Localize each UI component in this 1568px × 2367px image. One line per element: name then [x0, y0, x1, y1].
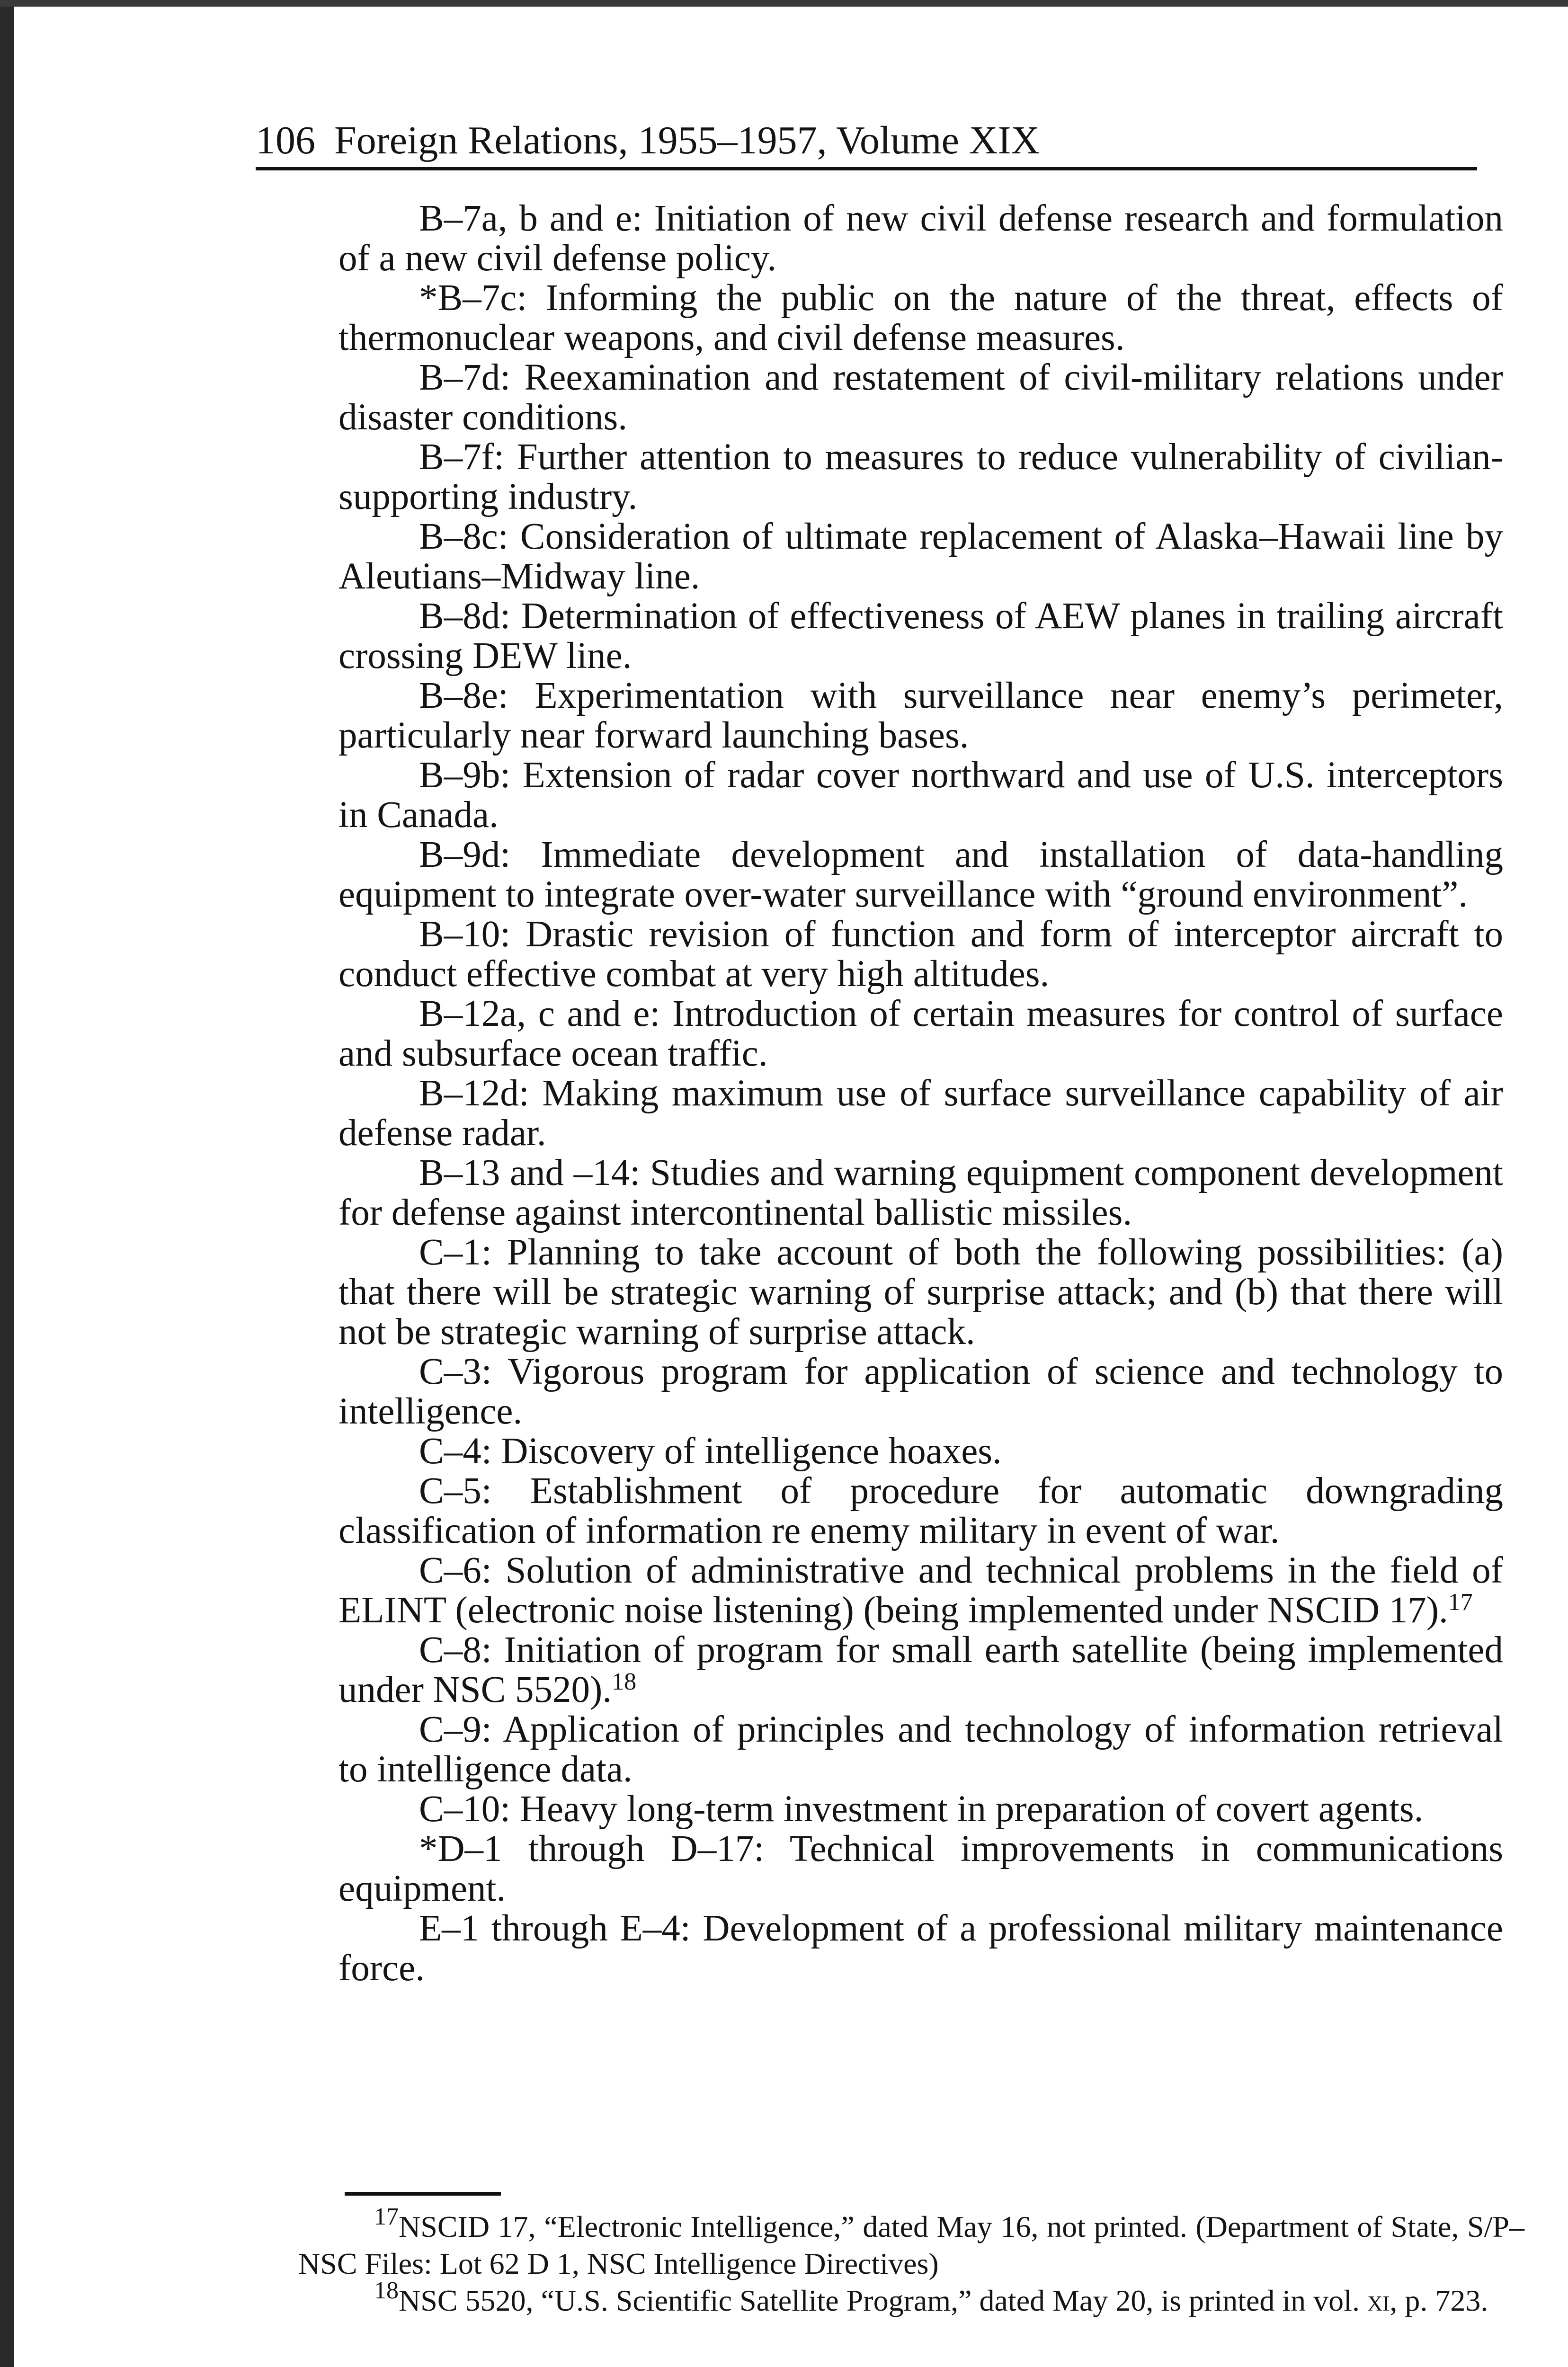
- footnote-text: NSC 5520, “U.S. Scientific Satellite Program,” dated May 20, is printed in vol.: [399, 2284, 1367, 2317]
- paragraph: B–7a, b and e: Initiation of new civil defense research and formulation of a new civil defense policy.: [339, 198, 1503, 279]
- footnote-ref: 18: [612, 1668, 637, 1695]
- paragraph: C–5: Establishment of procedure for automatic downgrading classification of information re enemy military in event of war.: [339, 1470, 1503, 1551]
- running-head: [256, 118, 1477, 170]
- paragraph: C–1: Planning to take account of both the following possibilities: (a) that there will be strategic warning of surprise attack; and (b) that there will not be strategic warning of surprise attack.: [339, 1232, 1503, 1353]
- footnote-18: [298, 2277, 1524, 2319]
- footnote-divider: [345, 2192, 501, 2196]
- page-number: 106: [256, 118, 315, 162]
- scan-border: [0, 0, 14, 2367]
- footnote-tail: , p. 723.: [1390, 2284, 1488, 2317]
- paragraph: B–7f: Further attention to measures to reduce vulnerability of civilian-supporting industry.: [339, 436, 1503, 517]
- running-title: Foreign Relations, 1955–1957, Volume XIX: [334, 118, 1040, 162]
- paragraph: B–8c: Consideration of ultimate replacement of Alaska–Hawaii line by Aleutians–Midway line.: [339, 516, 1503, 597]
- paragraph-with-footnote: [339, 1630, 1503, 1710]
- paragraph: B–12d: Making maximum use of surface surveillance capability of air defense radar.: [339, 1073, 1503, 1154]
- footnote-number: 17: [374, 2203, 399, 2230]
- paragraph: B–8d: Determination of effectiveness of AEW planes in trailing aircraft crossing DEW line.: [339, 596, 1503, 676]
- paragraph: C–4: Discovery of intelligence hoaxes.: [419, 1431, 1002, 1472]
- paragraph: B–9d: Immediate development and installation of data-handling equipment to integrate over-water surveillance with “ground environment”.: [339, 834, 1503, 915]
- paragraph: E–1 through E–4: Development of a professional military maintenance force.: [339, 1908, 1503, 1989]
- paragraph: *B–7c: Informing the public on the nature of the threat, effects of thermonuclear weapons, and civil defense measures.: [339, 277, 1503, 358]
- footnote-text: NSCID 17, “Electronic Intelligence,” dated May 16, not printed. (Department of State, S/P–NSC Files: Lot 62 D 1, NSC Intelligence Directives): [298, 2210, 1524, 2280]
- paragraph: C–9: Application of principles and technology of information retrieval to intelligence data.: [339, 1709, 1503, 1790]
- volume-number: xi: [1367, 2284, 1390, 2317]
- footnote-17: [298, 2203, 1524, 2282]
- paragraph: C–3: Vigorous program for application of science and technology to intelligence.: [339, 1351, 1503, 1432]
- body-text: [339, 199, 1503, 1988]
- paragraph: B–13 and –14: Studies and warning equipment component development for defense against intercontinental ballistic missiles.: [339, 1152, 1503, 1233]
- paragraph-text: C–8: Initiation of program for small earth satellite (being implemented under NSC 5520).: [339, 1629, 1503, 1710]
- paragraph: B–10: Drastic revision of function and form of interceptor aircraft to conduct effective combat at very high altitudes.: [339, 914, 1503, 995]
- scan-border: [0, 0, 1568, 7]
- footnote-ref: 17: [1448, 1589, 1473, 1616]
- paragraph: B–9b: Extension of radar cover northward and use of U.S. interceptors in Canada.: [339, 755, 1503, 836]
- footnotes: [298, 2203, 1524, 2319]
- paragraph: B–8e: Experimentation with surveillance near enemy’s perimeter, particularly near forward launching bases.: [339, 675, 1503, 756]
- paragraph: *D–1 through D–17: Technical improvements in communications equipment.: [339, 1828, 1503, 1909]
- paragraph-with-footnote: [339, 1551, 1503, 1630]
- footnote-number: 18: [374, 2277, 399, 2304]
- paragraph: B–12a, c and e: Introduction of certain measures for control of surface and subsurface ocean traffic.: [339, 993, 1503, 1074]
- paragraph: B–7d: Reexamination and restatement of civil-military relations under disaster conditions.: [339, 357, 1503, 438]
- paragraph-text: C–6: Solution of administrative and technical problems in the field of ELINT (electronic noise listening) (being implemented under NSCID 17).: [339, 1550, 1503, 1631]
- paragraph: C–10: Heavy long-term investment in preparation of covert agents.: [419, 1789, 1424, 1830]
